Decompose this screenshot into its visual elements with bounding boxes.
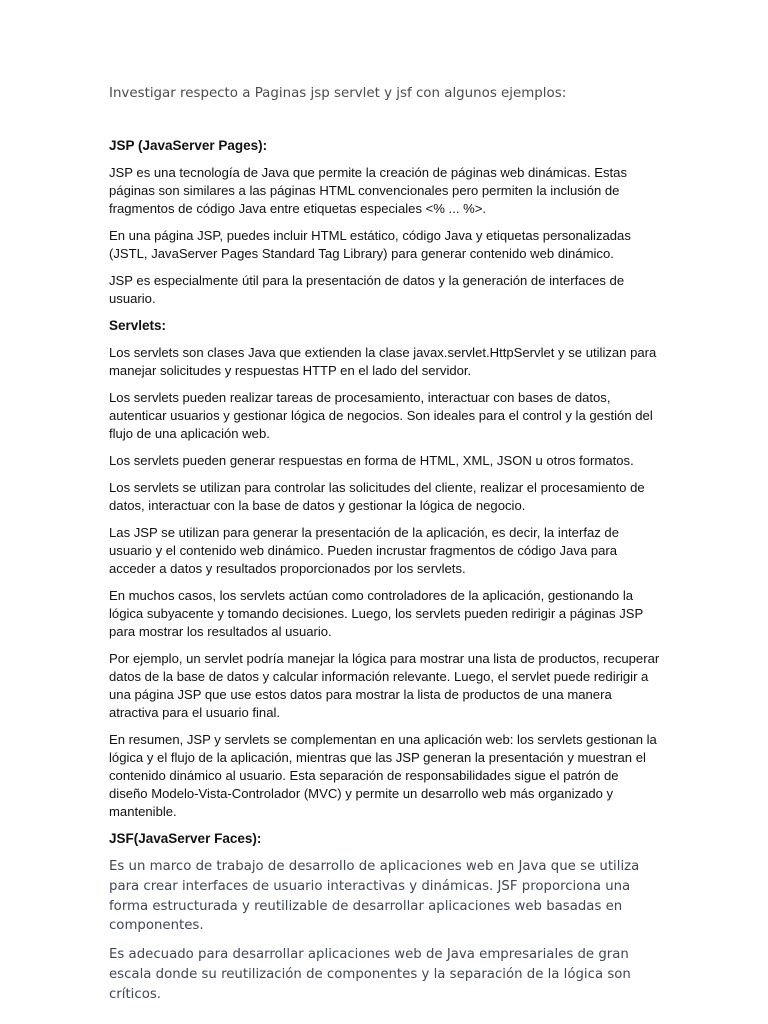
servlets-paragraph: Los servlets son clases Java que extienden la clase javax.servlet.HttpServlet y se utilizan para manejar solicitudes y respuestas HTTP en el lado del servidor. — [109, 345, 657, 378]
servlets-paragraph: Las JSP se utilizan para generar la presentación de la aplicación, es decir, la interfaz de usuario y el contenido web dinámico. Pueden incrustar fragmentos de código Java para acceder a datos y resultados proporcionados por los servlets. — [109, 525, 619, 576]
jsp-paragraph: JSP es especialmente útil para la presentación de datos y la generación de interfaces de usuario. — [109, 273, 625, 306]
servlets-section — [109, 317, 660, 821]
servlets-heading: Servlets: — [109, 318, 167, 333]
servlets-paragraph: En resumen, JSP y servlets se complementan en una aplicación web: los servlets gestionan la lógica y el flujo de la aplicación, mientras que las JSP generan la presentación y muestran el contenido dinámico al usuario. Esta separación de responsabilidades sigue el patrón de diseño Modelo-Vista-Controlador (MVC) y permite un desarrollo web más organizado y mantenible. — [109, 732, 657, 819]
servlets-paragraph: Los servlets pueden realizar tareas de procesamiento, interactuar con bases de datos, autenticar usuarios y gestionar lógica de negocios. Son ideales para el control y la gestión del flujo de una aplicación web. — [109, 390, 653, 441]
jsp-paragraph: En una página JSP, puedes incluir HTML estático, código Java y etiquetas personalizadas (JSTL, JavaServer Pages Standard Tag Library) para generar contenido web dinámico. — [109, 228, 631, 261]
jsf-heading: JSF(JavaServer Faces): — [109, 831, 262, 846]
jsf-section — [109, 830, 660, 1005]
jsp-paragraph: JSP es una tecnología de Java que permite la creación de páginas web dinámicas. Estas páginas son similares a las páginas HTML convencionales pero permiten la inclusión de fragmentos de código Java entre etiquetas especiales <% ... %>. — [109, 165, 628, 216]
jsp-section — [109, 137, 660, 308]
servlets-paragraph: Los servlets se utilizan para controlar las solicitudes del cliente, realizar el procesamiento de datos, interactuar con la base de datos y gestionar la lógica de negocio. — [109, 480, 645, 513]
servlets-paragraph: En muchos casos, los servlets actúan como controladores de la aplicación, gestionando la lógica subyacente y tomando decisiones. Luego, los servlets pueden redirigir a páginas JSP para mostrar los resultados al usuario. — [109, 588, 644, 639]
jsf-paragraph: Es adecuado para desarrollar aplicaciones web de Java empresariales de gran escala donde su reutilización de componentes y la separación de la lógica son críticos. — [109, 947, 631, 1002]
jsp-heading: JSP (JavaServer Pages): — [109, 138, 268, 153]
jsf-paragraph: Es un marco de trabajo de desarrollo de aplicaciones web en Java que se utiliza para crear interfaces de usuario interactivas y dinámicas. JSF proporciona una forma estructurada y reutilizable de desarrollar aplicaciones web basadas en componentes. — [109, 859, 640, 934]
intro-line: Investigar respecto a Paginas jsp servlet y jsf con algunos ejemplos: — [109, 86, 567, 101]
servlets-paragraph: Por ejemplo, un servlet podría manejar la lógica para mostrar una lista de productos, recuperar datos de la base de datos y calcular información relevante. Luego, el servlet puede redirigir a una página JSP que use estos datos para mostrar la lista de productos de una manera atractiva para el usuario final. — [109, 651, 660, 720]
servlets-paragraph: Los servlets pueden generar respuestas en forma de HTML, XML, JSON u otros formatos. — [109, 453, 634, 468]
